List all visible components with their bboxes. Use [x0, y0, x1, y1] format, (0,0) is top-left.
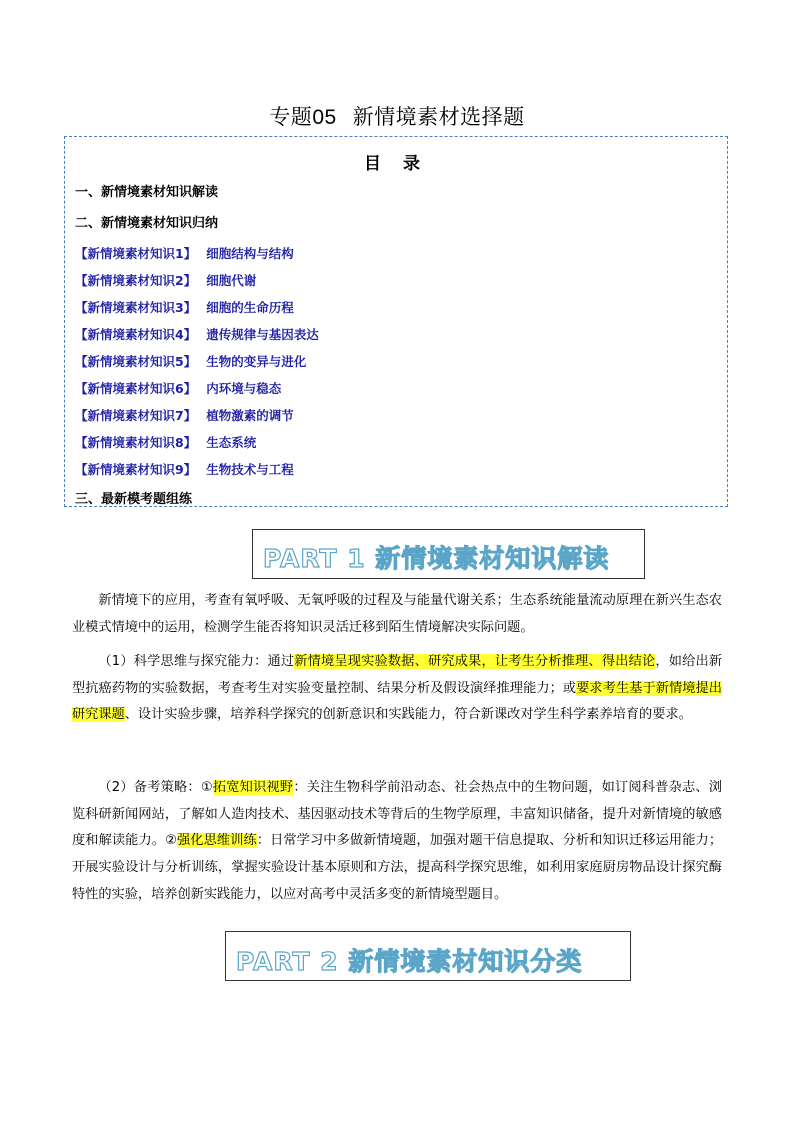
thinking-text-3: 、设计实验步骤，培养科学探究的创新意识和实践能力，符合新课改对学生科学素养培育的要求。 — [124, 707, 692, 723]
toc-item-7[interactable] — [75, 406, 294, 424]
toc-item-tag: 【新情境素材知识6】 — [75, 381, 197, 396]
toc-item-6[interactable] — [75, 379, 281, 397]
thinking-paragraph — [72, 649, 722, 729]
strategy-paragraph — [72, 775, 722, 909]
toc-item-topic: 生态系统 — [206, 435, 257, 450]
toc-heading: 目 录 — [364, 154, 428, 174]
toc-section-3[interactable]: 三、最新模考题组练 — [75, 492, 193, 507]
toc-item-5[interactable] — [75, 352, 306, 370]
highlight-1: 新情境呈现实验数据、研究成果，让考生分析推理、得出结论 — [294, 654, 656, 669]
title-number: 05 — [312, 106, 337, 129]
toc-item-3[interactable] — [75, 298, 294, 316]
part2-banner — [225, 931, 631, 981]
toc-item-topic: 内环境与稳态 — [206, 381, 282, 396]
highlight-2: 要求考生基于新情境提出研究课题 — [72, 680, 722, 723]
toc-section-1[interactable]: 一、新情境素材知识解读 — [75, 185, 219, 200]
toc-item-topic: 细胞结构与结构 — [206, 246, 294, 261]
toc-section-2[interactable]: 二、新情境素材知识归纳 — [75, 216, 219, 231]
toc-item-tag: 【新情境素材知识5】 — [75, 354, 197, 369]
toc-item-4[interactable] — [75, 325, 319, 343]
part1-banner — [252, 529, 645, 579]
title-prefix: 专题 — [269, 105, 313, 129]
toc-item-2[interactable] — [75, 271, 256, 289]
toc-item-topic: 生物技术与工程 — [206, 462, 294, 477]
toc-item-topic: 细胞的生命历程 — [206, 300, 294, 315]
toc-item-tag: 【新情境素材知识9】 — [75, 462, 197, 477]
toc-item-tag: 【新情境素材知识1】 — [75, 246, 197, 261]
toc-item-tag: 【新情境素材知识2】 — [75, 273, 197, 288]
highlight-4: 强化思维训练 — [177, 833, 257, 849]
toc-item-tag: 【新情境素材知识3】 — [75, 300, 197, 315]
toc-item-tag: 【新情境素材知识7】 — [75, 408, 197, 423]
thinking-text-2: ，如给出新型抗癌药物的实验数据，考查考生对实验变量控制、结果分析及假设演绎推理能力；或 — [72, 654, 723, 696]
toc-item-topic: 细胞代谢 — [206, 273, 257, 288]
toc-item-topic: 生物的变异与进化 — [206, 354, 307, 369]
toc-item-tag: 【新情境素材知识4】 — [75, 327, 197, 342]
toc-item-topic: 植物激素的调节 — [206, 408, 294, 423]
highlight-3: 拓宽知识视野 — [212, 780, 294, 795]
strategy-text-2: ：关注生物科学前沿动态、社会热点中的生物问题，如订阅科普杂志、浏览科研新闻网站，了解如人造肉技术、基因驱动技术等背后的生物学原理，丰富知识储备，提升对新情境的敏感度和解读能力。② — [72, 780, 723, 849]
toc-item-1[interactable] — [75, 244, 294, 262]
strategy-text-3: ：日常学习中多做新情境题，加强对题干信息提取、分析和知识迁移运用能力；开展实验设计与分析训练，掌握实验设计基本原则和方法，提高科学探究思维，如利用家庭厨房物品设计探究酶特性的实验，培养创新实践能力，以应对高考中灵活多变的新情境型题目。 — [72, 833, 723, 902]
document-title — [0, 101, 794, 131]
intro-paragraph: 新情境下的应用，考查有氧呼吸、无氧呼吸的过程及与能量代谢关系；生态系统能量流动原理在新兴生态农业模式情境中的运用，检测学生能否将知识灵活迁移到陌生情境解决实际问题。 — [72, 593, 722, 635]
strategy-text-1: （2）备考策略：① — [98, 780, 213, 795]
toc-item-8[interactable] — [75, 433, 256, 451]
toc-item-9[interactable] — [75, 460, 294, 478]
part1-label: PART 1 新情境素材知识解读 — [263, 544, 610, 573]
thinking-text-1: （1）科学思维与探究能力：通过 — [98, 654, 295, 669]
table-of-contents — [64, 136, 728, 507]
title-main: 新情境素材选择题 — [352, 105, 525, 129]
toc-item-tag: 【新情境素材知识8】 — [75, 435, 197, 450]
part2-label: PART 2 新情境素材知识分类 — [236, 947, 583, 976]
toc-item-topic: 遗传规律与基因表达 — [206, 327, 319, 342]
